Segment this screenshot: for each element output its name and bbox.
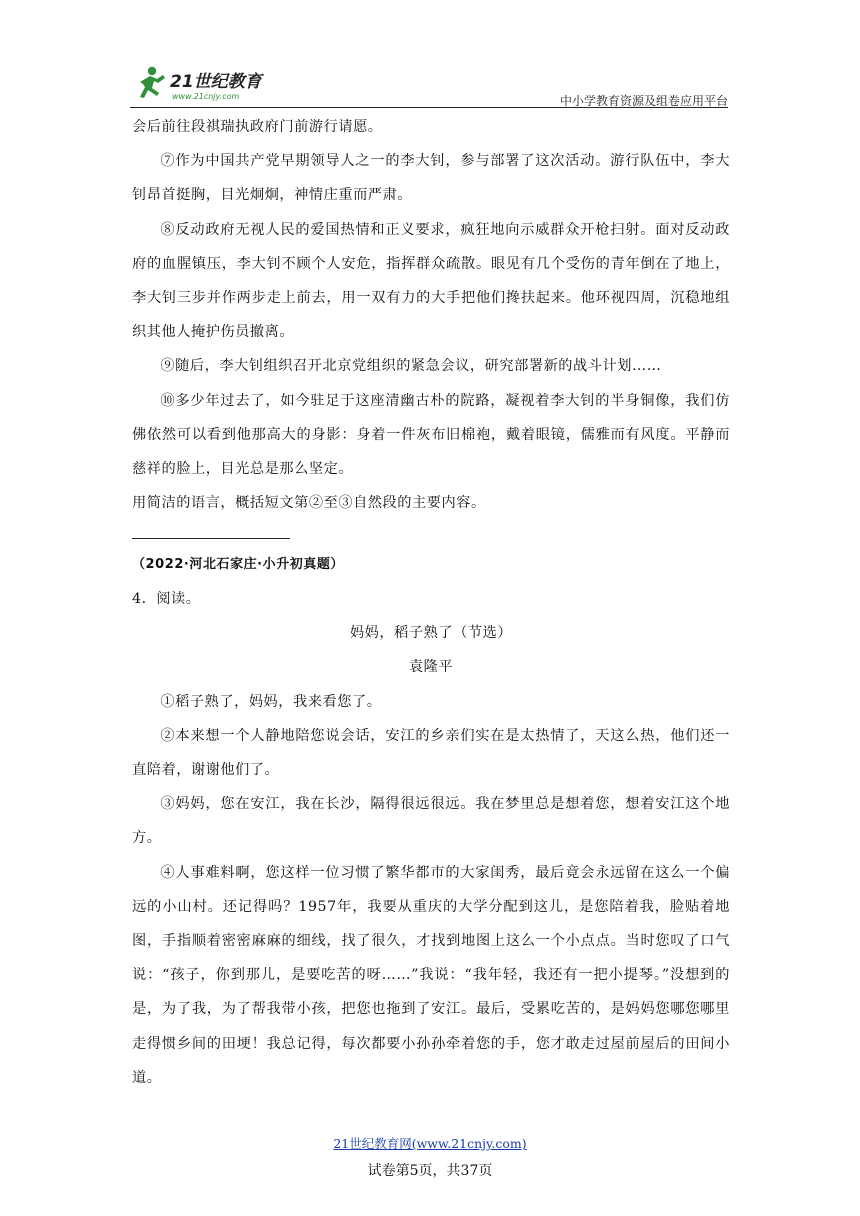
logo-text: 21世纪教育 <box>170 72 262 92</box>
page-number: 试卷第5页，共37页 <box>367 1163 493 1179</box>
article-author: 袁隆平 <box>408 659 454 676</box>
article-paragraph: ②本来想一个人静地陪您说会话，安江的乡亲们实在是太热情了，天这么热，他们还一直陪着，谢谢他们了。 <box>132 727 730 779</box>
page-header <box>130 62 728 108</box>
runner-icon <box>140 67 165 98</box>
passage-paragraph: 会后前往段祺瑞执政府门前游行请愿。 <box>132 119 383 135</box>
article-title: 妈妈，稻子熟了（节选） <box>349 625 513 642</box>
logo-url: www.21cnjy.com <box>172 92 240 101</box>
reading-passage <box>132 110 730 520</box>
article-paragraph: ①稻子熟了，妈妈，我来看您了。 <box>160 693 382 710</box>
passage-paragraph: ⑧反动政府无视人民的爱国热情和正义要求，疯狂地向示威群众开枪扫射。面对反动政府的血腥镇压，李大钊不顾个人安危，指挥群众疏散。眼见有几个受伤的青年倒在了地上，李大钊三步并作两步走上前去，用一双有力的大手把他们搀扶起来。他环视四周，沉稳地组织其他人掩护伤员撤离。 <box>132 221 730 341</box>
footer-link[interactable]: 21世纪教育网(www.21cnjy.com) <box>333 1136 527 1151</box>
answer-line <box>132 538 290 539</box>
header-divider <box>130 107 728 108</box>
logo <box>130 62 280 106</box>
passage-paragraph: ⑦作为中国共产党早期领导人之一的李大钊，参与部署了这次活动。游行队伍中，李大钊昂首挺胸，目光炯炯，神情庄重而严肃。 <box>132 153 730 204</box>
platform-name: 中小学教育资源及组卷应用平台 <box>559 94 728 108</box>
passage-paragraph: ⑩多少年过去了，如今驻足于这座清幽古朴的院路，凝视着李大钊的半身铜像，我们仿佛依然可以看到他那高大的身影：身着一件灰布旧棉袍，戴着眼镜，儒雅而有风度。平静而慈祥的脸上，目光总是那么坚定。 <box>132 392 730 478</box>
question-text: 用简洁的语言，概括短文第②至③自然段的主要内容。 <box>132 495 486 512</box>
article-paragraph: ③妈妈，您在安江，我在长沙，隔得很远很远。我在梦里总是想着您，想着安江这个地方。 <box>132 796 730 847</box>
question-number: 4．阅读。 <box>132 591 201 607</box>
article-paragraph: ④人事难料啊，您这样一位习惯了繁华都市的大家闺秀，最后竟会永远留在这么一个偏远的小山村。还记得吗？1957年，我要从重庆的大学分配到这儿，是您陪着我，脸贴着地图，手指顺着密密麻麻的细线，找了很久，才找到地图上这么一个小点点。当时您叹了口气说：“孩子，你到那儿，是要吃苦的呀……”我说：“我年轻，我还有一把小提琴。”没想到的是，为了我，为了帮我带小孩，把您也拖到了安江。最后，受累吃苦的，是妈妈您哪您哪里走得惯乡间的田埂！我总记得，每次都要小孙孙牵着您的手，您才敢走过屋前屋后的田间小道。 <box>132 864 730 1086</box>
question-4-section <box>132 552 730 1095</box>
question-source: （2022·河北石家庄·小升初真题） <box>132 557 344 572</box>
passage-paragraph: ⑨随后，李大钊组织召开北京党组织的紧急会议，研究部署新的战斗计划…… <box>160 358 662 375</box>
